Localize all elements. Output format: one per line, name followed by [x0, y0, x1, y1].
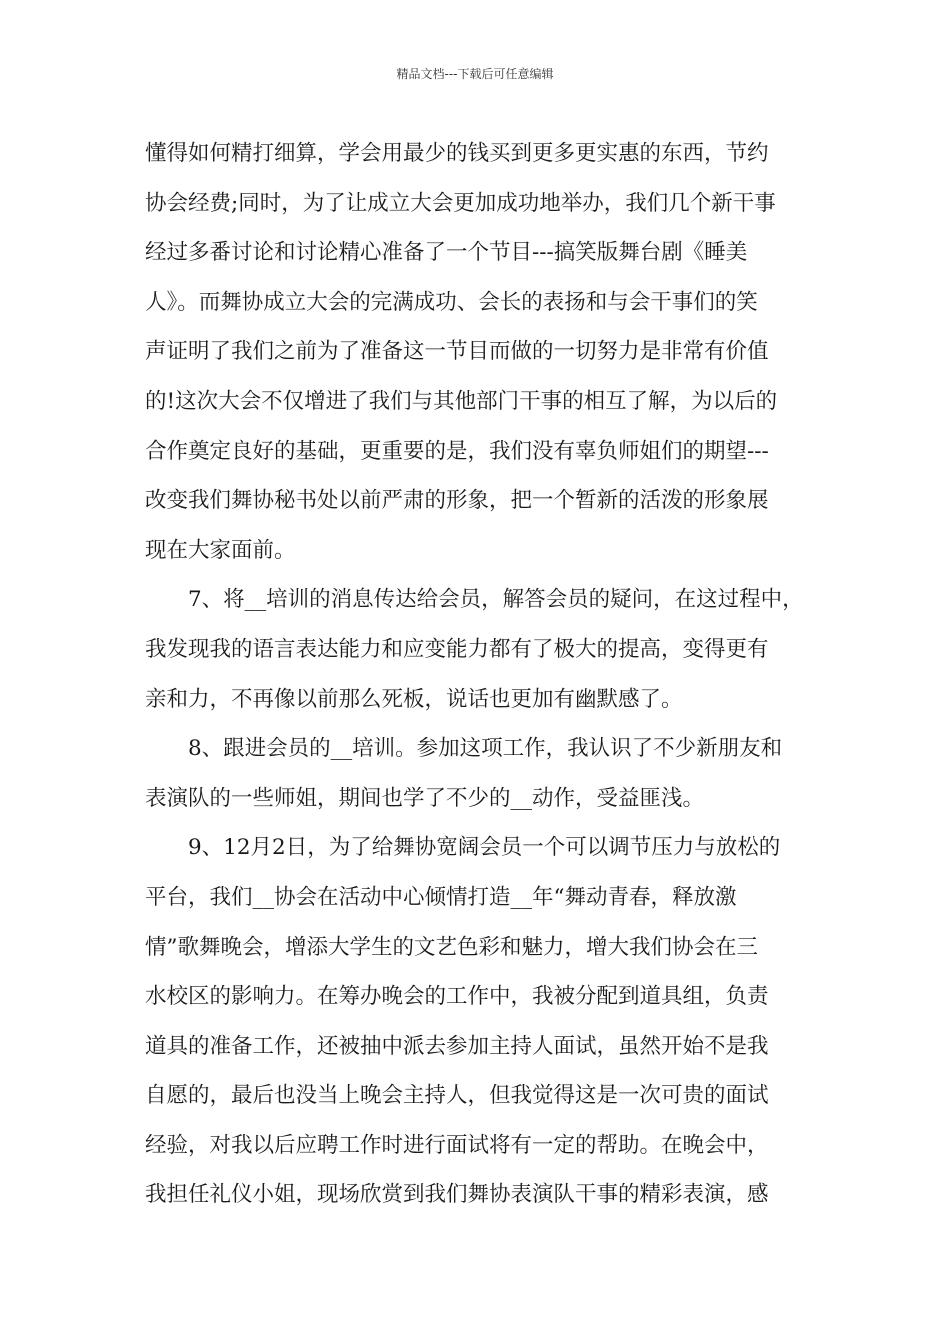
- text-line: 改变我们舞协秘书处以前严肃的形象，把一个暂新的活泼的形象展: [145, 488, 769, 514]
- text-line: 9、12月2日，为了给舞协宽阔会员一个可以调节压力与放松的: [188, 835, 781, 861]
- text-line: 我担任礼仪小姐，现场欣赏到我们舞协表演队干事的精彩表演，感: [145, 1182, 769, 1208]
- text-line: 7、将__培训的消息传达给会员，解答会员的疑问，在这过程中，: [188, 587, 804, 613]
- text-line: 亲和力，不再像以前那么死板，说话也更加有幽默感了。: [145, 686, 683, 712]
- text-line: 平台，我们__协会在活动中心倾情打造__年“舞动青春，释放激: [145, 884, 737, 910]
- page-header: 精品文档---下载后可任意编辑: [396, 67, 554, 81]
- text-line: 8、跟进会员的__培训。参加这项工作，我认识了不少新朋友和: [188, 736, 783, 762]
- text-line: 情”歌舞晚会，增添大学生的文艺色彩和魅力，增大我们协会在三: [145, 934, 758, 960]
- text-line: 人》。而舞协成立大会的完满成功、会长的表扬和与会干事们的笑: [145, 289, 758, 315]
- text-line: 自愿的，最后也没当上晚会主持人，但我觉得这是一次可贵的面试: [145, 1083, 769, 1109]
- text-line: 经验，对我以后应聘工作时进行面试将有一定的帮助。在晚会中，: [145, 1132, 769, 1158]
- text-line: 懂得如何精打细算，学会用最少的钱买到更多更实惠的东西，节约: [145, 141, 769, 166]
- text-line: 的!这次大会不仅增进了我们与其他部门干事的相互了解，为以后的: [145, 388, 778, 414]
- text-line: 声证明了我们之前为了准备这一节目而做的一切努力是非常有价值: [145, 339, 769, 365]
- text-line: 现在大家面前。: [145, 537, 296, 563]
- text-line: 合作奠定良好的基础，更重要的是，我们没有辜负师姐们的期望---: [145, 438, 769, 464]
- text-line: 我发现我的语言表达能力和应变能力都有了极大的提高，变得更有: [145, 636, 769, 662]
- text-line: 协会经费;同时，为了让成立大会更加成功地举办，我们几个新干事: [145, 190, 776, 216]
- text-line: 表演队的一些师姐，期间也学了不少的__动作，受益匪浅。: [145, 785, 705, 811]
- text-line: 道具的准备工作，还被抽中派去参加主持人面试，虽然开始不是我: [145, 1033, 769, 1059]
- document-body: [145, 129, 817, 1220]
- text-line: 水校区的影响力。在筹办晚会的工作中，我被分配到道具组，负责: [145, 984, 769, 1010]
- text-line: 经过多番讨论和讨论精心准备了一个节目---搞笑版舞台剧《睡美: [145, 240, 748, 266]
